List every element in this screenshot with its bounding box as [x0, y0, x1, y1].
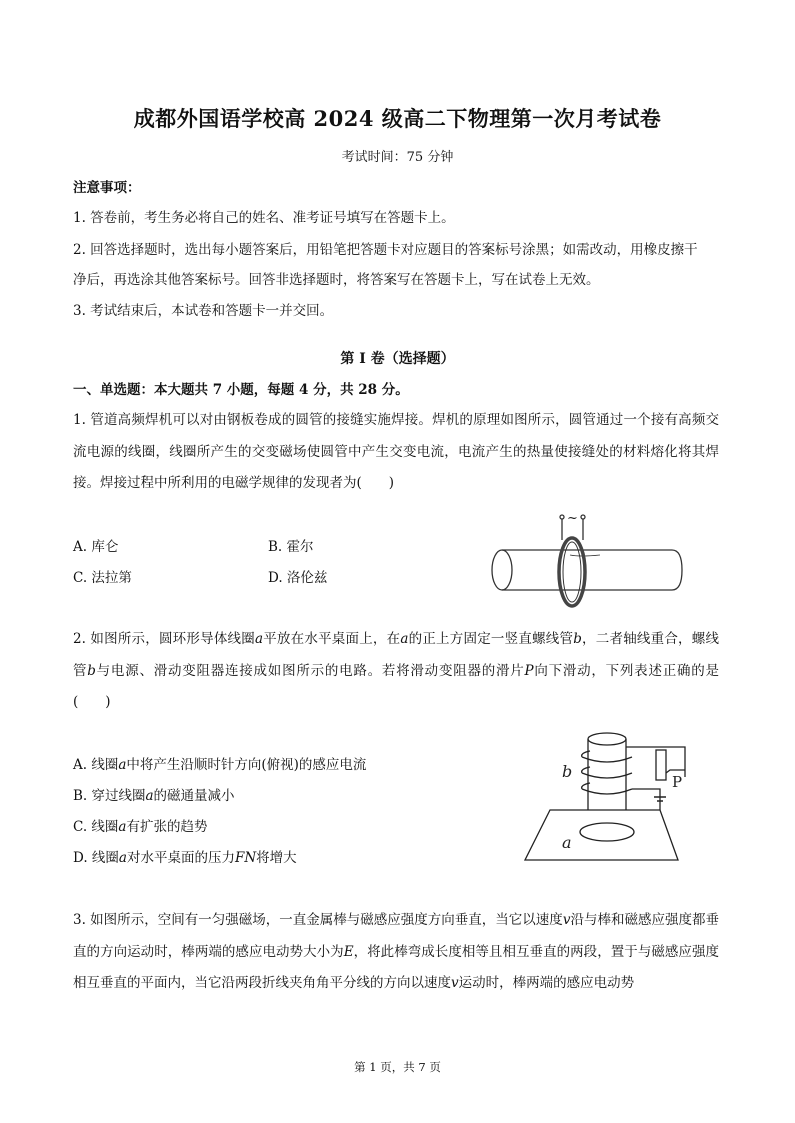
- q2-option-d: D. 线圈𝑎对水平桌面的压力𝐹𝑁将增大: [73, 850, 297, 866]
- q2-text: 2. 如图所示，圆环形导体线圈𝑎平放在水平桌面上，在𝑎的正上方固定一竖直螺线管𝑏，二者轴线重合，螺线管𝑏与电源、滑动变阻器连接成如图所示的电路。若将滑动变阻器的滑片𝑃向下滑动，下列表述正确的是( ): [73, 631, 719, 710]
- part1-title: 第 I 卷（选择题）: [340, 351, 455, 367]
- q1-figure-pipe-coil: [480, 505, 690, 620]
- section1-heading: 一、单选题：本大题共 7 小题，每题 4 分，共 28 分。: [73, 382, 409, 398]
- q2-figure-label-b: b: [562, 762, 573, 781]
- q2-option-b: B. 穿过线圈𝑎的磁通量减小: [73, 788, 235, 804]
- exam-title: 成都外国语学校高 2024 级高二下物理第一次月考试卷: [133, 106, 662, 131]
- q2-figure-solenoid-circuit: [520, 725, 700, 870]
- q1-option-c: C. 法拉第: [73, 570, 132, 586]
- exam-time: 考试时间：75 分钟: [341, 150, 454, 165]
- q1-option-a: A. 库仑: [73, 539, 119, 555]
- q2-figure-label-p: P: [672, 773, 683, 791]
- q2-figure-label-a: a: [562, 833, 572, 852]
- q1-option-b: B. 霍尔: [268, 539, 314, 555]
- notice-item-2: 2. 回答选择题时，选出每小题答案后，用铅笔把答题卡对应题目的答案标号涂黑；如需改动，用橡皮擦干: [73, 242, 698, 258]
- q3-text: 3. 如图所示，空间有一匀强磁场，一直金属棒与磁感应强度方向垂直，当它以速度𝑣沿与棒和磁感应强度都垂直的方向运动时，棒两端的感应电动势大小为𝐸，将此棒弯成长度相等且相互垂直的两段，置于与磁感应强度相互垂直的平面内，当它沿两段折线夹角角平分线的方向以速度𝑣运动时，棒两端的感应电动势: [73, 912, 719, 991]
- q1-figure-ac-label: ~: [567, 511, 578, 526]
- notice-item-3: 3. 考试结束后，本试卷和答题卡一并交回。: [73, 303, 334, 319]
- q1-text: 1. 管道高频焊机可以对由钢板卷成的圆管的接缝实施焊接。焊机的原理如图所示，圆管通过一个接有高频交流电源的线圈，线圈所产生的交变磁场使圆管中产生交变电流，电流产生的热量使接缝处的材料熔化将其焊接。焊接过程中所利用的电磁学规律的发现者为( ): [73, 412, 719, 491]
- page-footer: 第 1 页，共 7 页: [354, 1060, 441, 1074]
- q1-option-d: D. 洛伦兹: [268, 570, 328, 586]
- q2-option-a: A. 线圈𝑎中将产生沿顺时针方向(俯视)的感应电流: [73, 757, 367, 773]
- notice-item-1: 1. 答卷前，考生务必将自己的姓名、准考证号填写在答题卡上。: [73, 210, 455, 226]
- notice-item-2-cont: 净后，再选涂其他答案标号。回答非选择题时，将答案写在答题卡上，写在试卷上无效。: [73, 272, 600, 288]
- q2-option-c: C. 线圈𝑎有扩张的趋势: [73, 819, 208, 835]
- notice-heading: 注意事项：: [73, 180, 141, 196]
